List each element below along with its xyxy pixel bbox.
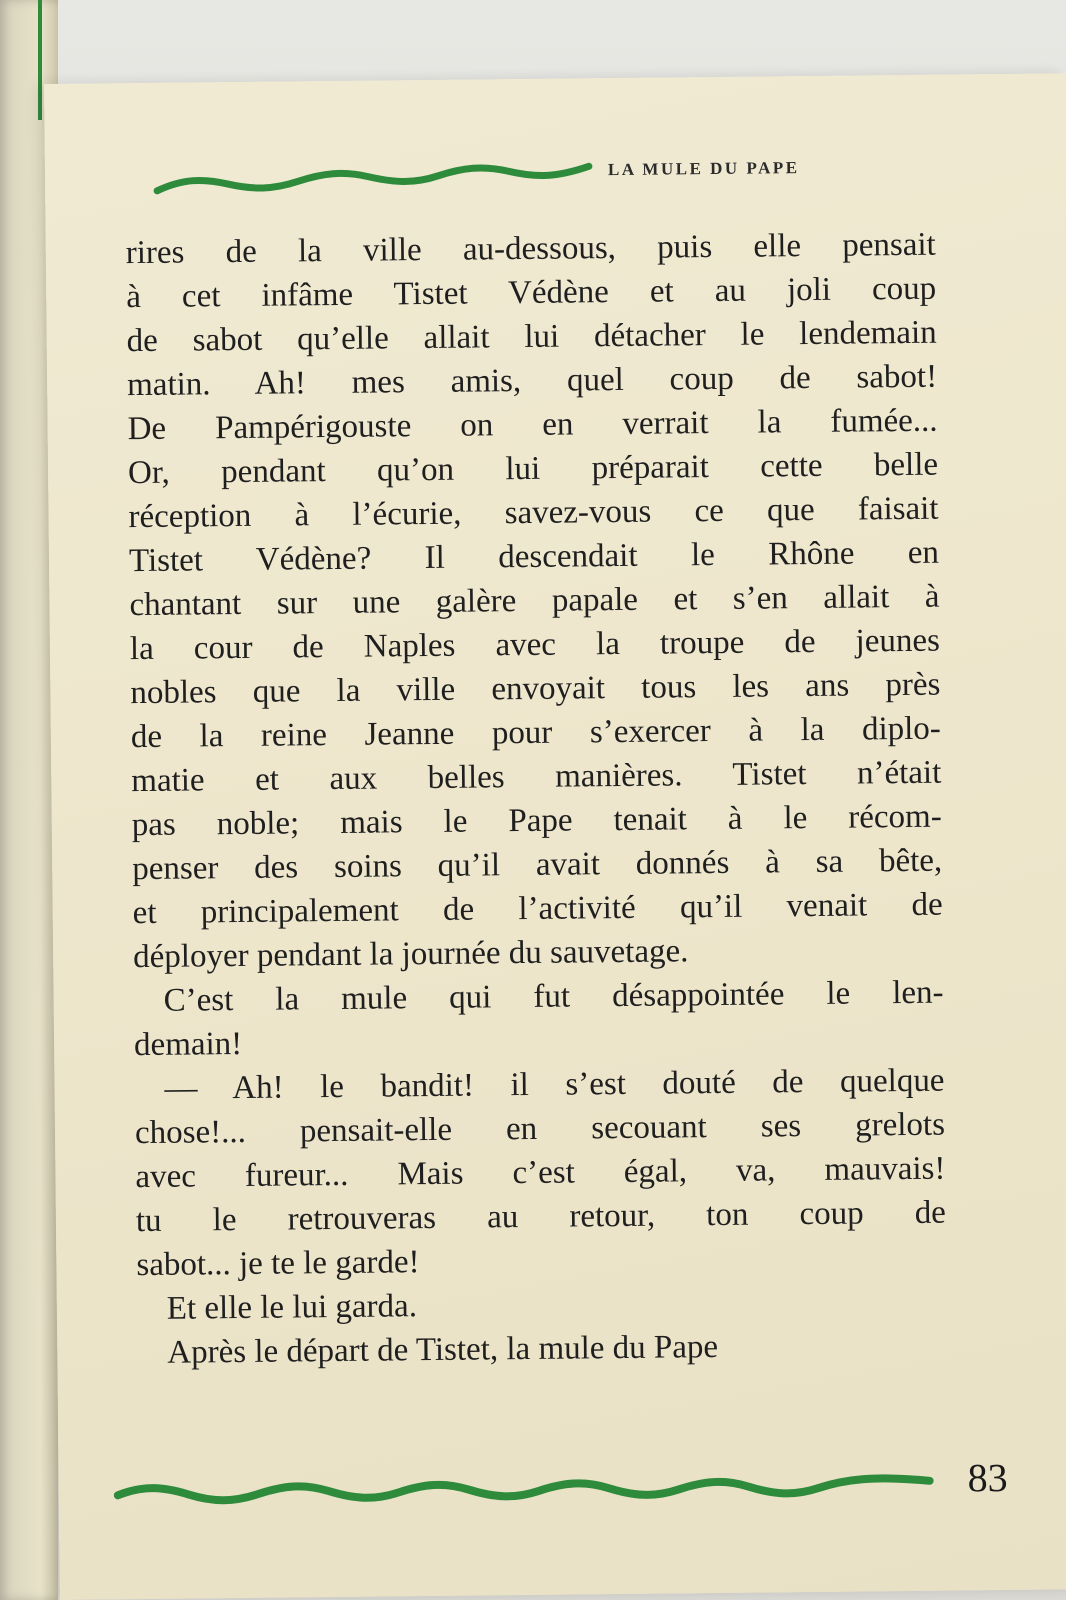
text-line: de sabot qu’elle allait lui détacher le lendemain [126, 314, 937, 360]
text-line: tu le retrouveras au retour, ton coup de [135, 1194, 947, 1240]
text-line: — Ah! le bandit! il s’est douté de quelque [164, 1062, 945, 1107]
text-line: nobles que la ville envoyait tous les ans près [130, 666, 941, 712]
text-line: chose!... pensait-elle en secouant ses grelots [134, 1106, 946, 1152]
text-line: à cet infâme Tistet Védène et au joli coup [126, 270, 937, 316]
text-line: rires de la ville au-dessous, puis elle pensait [125, 226, 936, 272]
text-line: réception à l’écurie, savez-vous ce que faisait [128, 490, 939, 536]
text-line: Or, pendant qu’on lui préparait cette belle [127, 446, 939, 492]
header-wave-ornament [153, 152, 593, 197]
text-line: matie et aux belles manières. Tistet n’était [131, 754, 942, 800]
text-line: de la reine Jeanne pour s’exercer à la diplo- [130, 710, 941, 756]
running-title: LA MULE DU PAPE [607, 158, 800, 180]
text-line: déployer pendant la journée du sauvetage. [132, 933, 689, 976]
text-line: De Pampérigouste on en verrait la fumée... [127, 402, 938, 448]
text-line: Tistet Védène? Il descendait le Rhône en [128, 534, 940, 580]
footer-wave-ornament [114, 1465, 934, 1514]
text-line: pas noble; mais le Pape tenait à le récom- [131, 798, 942, 844]
text-line: Après le départ de Tistet, la mule du Pape [167, 1329, 719, 1371]
text-line: sabot... je te le garde! [136, 1244, 420, 1284]
page-footer [113, 1454, 1044, 1524]
text-line: penser des soins qu’il avait donnés à sa bête, [132, 842, 943, 888]
facing-page-ornament [38, 0, 42, 120]
text-line: Et elle le lui garda. [166, 1288, 418, 1327]
page-body-text [126, 223, 948, 1375]
text-line: la cour de Naples avec la troupe de jeunes [129, 622, 941, 668]
page-header [153, 143, 913, 201]
text-line: chantant sur une galère papale et s’en allait à [129, 578, 940, 624]
book-page [44, 73, 1066, 1600]
text-line: avec fureur... Mais c’est égal, va, mauvais! [135, 1150, 946, 1196]
text-line: matin. Ah! mes amis, quel coup de sabot! [126, 358, 938, 404]
text-line: C’est la mule qui fut désappointée le len- [163, 974, 944, 1019]
text-line: demain! [133, 1025, 243, 1064]
text-line: et principalement de l’activité qu’il venait de [132, 886, 943, 932]
page-number: 83 [967, 1454, 1008, 1501]
